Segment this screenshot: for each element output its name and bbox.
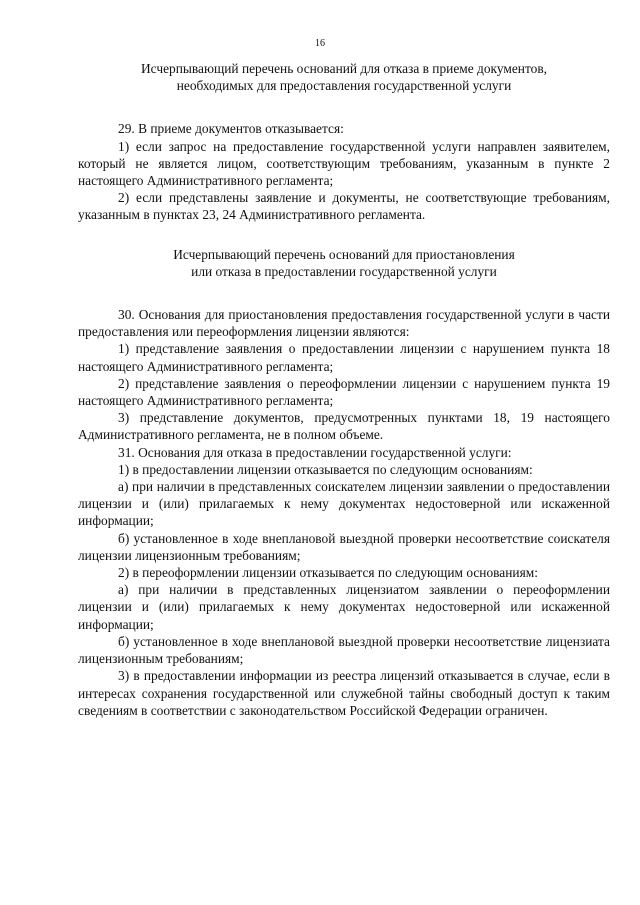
section-heading-refusal-acceptance [78, 60, 610, 94]
paragraph-31-item-1: 1) в предоставлении лицензии отказывается по следующим основаниям: [118, 461, 533, 477]
paragraph-31-item-3: 3) в предоставлении информации из реестра лицензий отказывается в случае, если в интересах сохранения государственной или служебной тайны свободный доступ к таким сведениям в соответствии с законодательством Российской Федерации ограничен. [78, 668, 610, 718]
paragraph-31-item-2: 2) в переоформлении лицензии отказывается по следующим основаниям: [118, 565, 538, 581]
paragraph-31-item-2a: а) при наличии в представленных лицензиатом заявлении о переоформлении лицензии и (или) прилагаемых к нему документах недостоверной или искаженной информации; [78, 582, 610, 632]
paragraph-29-item-1: 1) если запрос на предоставление государственной услуги направлен заявителем, который не является лицом, соответствующим требованиям, указанным в пункте 2 настоящего Административного регламента; [78, 138, 610, 189]
section-heading-suspension-refusal [78, 246, 610, 280]
paragraph-30: 30. Основания для приостановления предоставления государственной услуги в части предоставления или переоформления лицензии являются: [78, 307, 610, 340]
heading-line: Исчерпывающий перечень оснований для отказа в приеме документов, [140, 61, 548, 76]
paragraph-31: 31. Основания для отказа в предоставлении государственной услуги: [118, 444, 512, 460]
paragraph-31-item-2b: б) установленное в ходе внеплановой выездной проверки несоответствие лицензиата лицензионным требованиям; [78, 633, 610, 667]
heading-line: или отказа в предоставлении государственной услуги [191, 263, 497, 279]
page-number: 16 [315, 38, 325, 49]
paragraph-30-item-3: 3) представление документов, предусмотренных пунктами 18, 19 настоящего Административного регламента, не в полном объеме. [78, 410, 610, 443]
paragraph-29: 29. В приеме документов отказывается: [118, 121, 344, 137]
document-body [78, 60, 610, 719]
paragraph-31-item-1b: б) установленное в ходе внеплановой выездной проверки несоответствие соискателя лицензии лицензионным требованиям; [78, 530, 610, 563]
paragraph-31-item-1a: а) при наличии в представленных соискателем лицензии заявлении о предоставлении лицензии и (или) прилагаемых к нему документах недостоверной или искаженной информации; [78, 479, 610, 529]
paragraph-29-item-2: 2) если представлены заявление и документы, не соответствующие требованиям, указанным в пунктах 23, 24 Административного регламента. [78, 190, 610, 223]
heading-line: Исчерпывающий перечень оснований для приостановления [173, 246, 515, 262]
heading-line: необходимых для предоставления государственной услуги [176, 78, 512, 94]
paragraph-30-item-2: 2) представление заявления о переоформлении лицензии с нарушением пункта 19 настоящего Административного регламента; [78, 375, 610, 409]
paragraph-30-item-1: 1) представление заявления о предоставлении лицензии с нарушением пункта 18 настоящего Административного регламента; [78, 341, 610, 374]
